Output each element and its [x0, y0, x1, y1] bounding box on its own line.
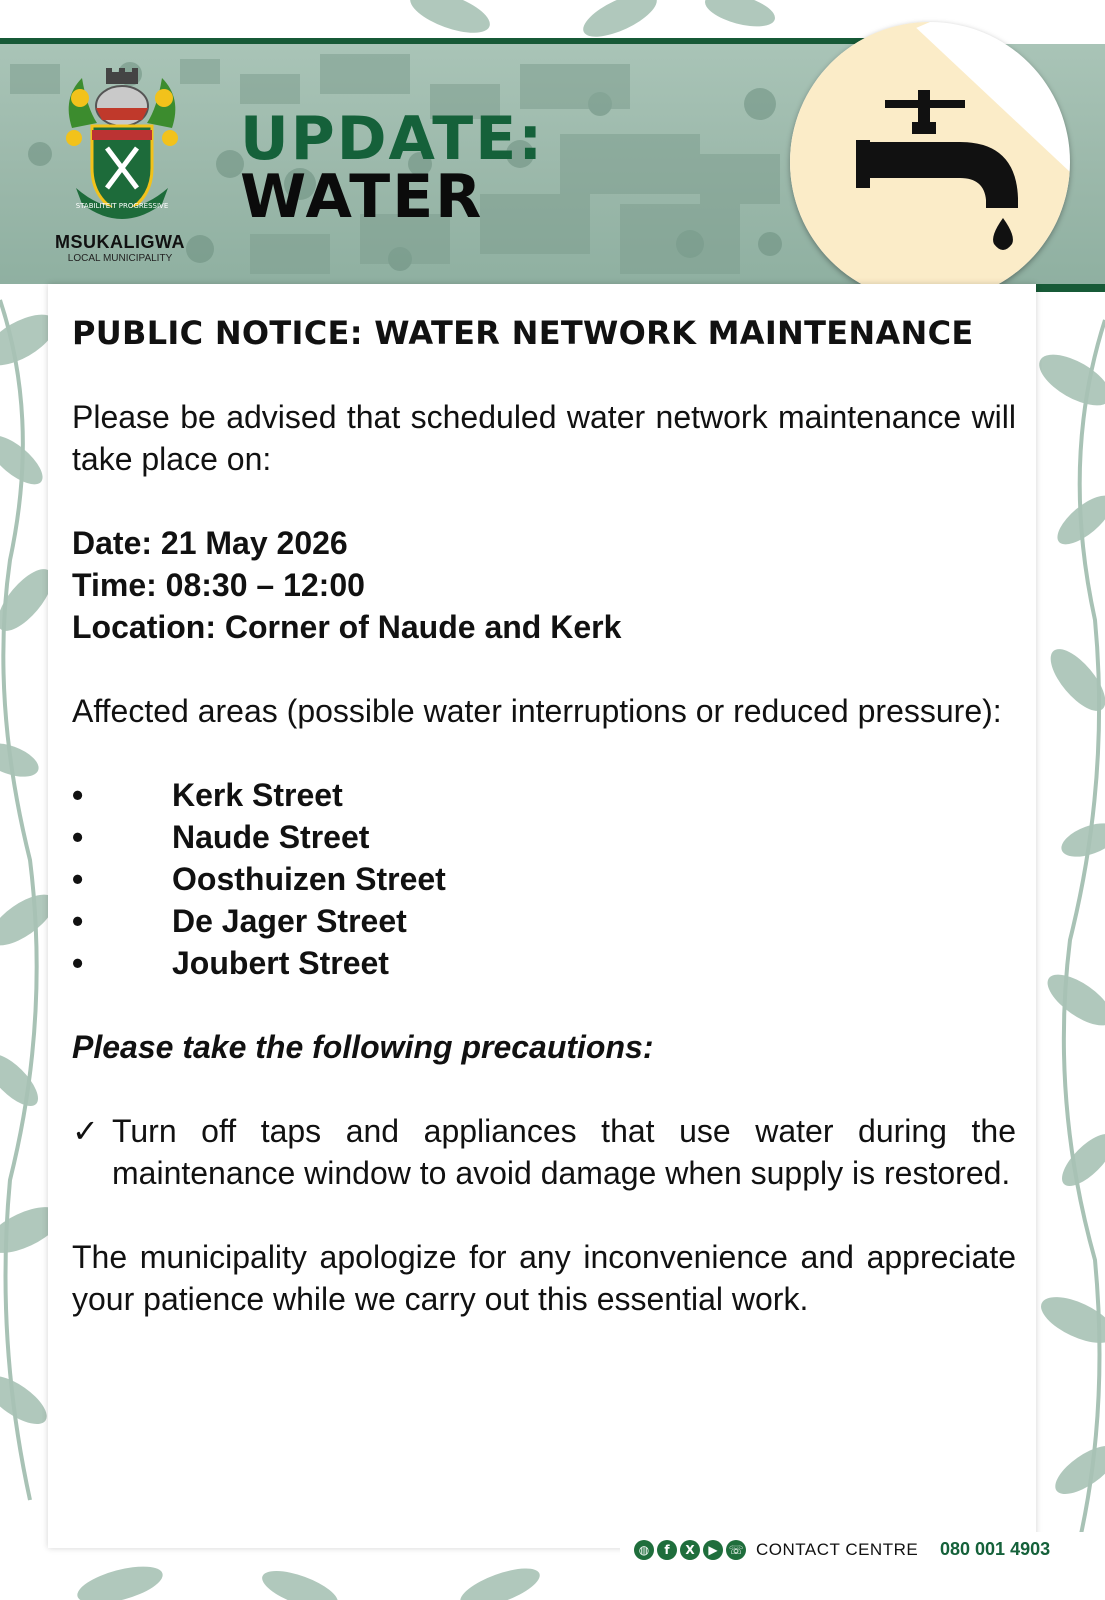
list-item: • Oosthuizen Street — [72, 861, 446, 897]
globe-icon[interactable]: ◍ — [634, 1540, 654, 1560]
notice-title: PUBLIC NOTICE: WATER NETWORK MAINTENANCE — [72, 314, 974, 352]
whatsapp-icon[interactable]: ☏ — [726, 1540, 746, 1560]
municipality-crest-logo — [62, 68, 182, 228]
maintenance-details — [72, 522, 1016, 648]
contact-centre-number[interactable]: 080 001 4903 — [940, 1539, 1051, 1559]
precaution-item — [72, 1110, 1016, 1194]
check-icon: ✓ — [72, 1113, 99, 1149]
affected-areas-intro: Affected areas (possible water interruptions or reduced pressure): — [72, 693, 1002, 729]
list-item: • De Jager Street — [72, 903, 407, 939]
contact-footer — [620, 1532, 1105, 1568]
maintenance-date: Date: 21 May 2026 — [72, 525, 348, 561]
closing-paragraph: The municipality apologize for any inconvenience and appreciate your patience while we carry out this essential work. — [72, 1239, 1016, 1317]
precaution-text: Turn off taps and appliances that use water during the maintenance window to avoid damage when supply is restored. — [112, 1113, 1016, 1191]
crest-motto: STABILITEIT PROGRESSIVE — [75, 202, 169, 210]
title-update: UPDATE: — [240, 104, 545, 174]
facebook-icon[interactable]: f — [657, 1540, 677, 1560]
youtube-icon[interactable]: ▶ — [703, 1540, 723, 1560]
contact-centre-label: CONTACT CENTRE — [756, 1540, 919, 1559]
org-name: MSUKALIGWA — [55, 232, 185, 252]
tap-icon-circle — [790, 22, 1070, 302]
intro-paragraph: Please be advised that scheduled water network maintenance will take place on: — [72, 399, 1016, 477]
notice-card — [48, 284, 1036, 1548]
list-item: • Kerk Street — [72, 777, 343, 813]
title-water: WATER — [240, 162, 484, 232]
maintenance-location: Location: Corner of Naude and Kerk — [72, 609, 622, 645]
list-item: • Joubert Street — [72, 945, 389, 981]
org-subtitle: LOCAL MUNICIPALITY — [67, 253, 173, 264]
maintenance-time: Time: 08:30 – 12:00 — [72, 567, 365, 603]
precautions-heading: Please take the following precautions: — [72, 1029, 654, 1065]
x-icon[interactable]: X — [680, 1540, 700, 1560]
water-tap-icon — [790, 22, 1070, 302]
social-icons — [634, 1540, 746, 1560]
list-item: • Naude Street — [72, 819, 370, 855]
affected-areas-list — [72, 774, 1016, 984]
